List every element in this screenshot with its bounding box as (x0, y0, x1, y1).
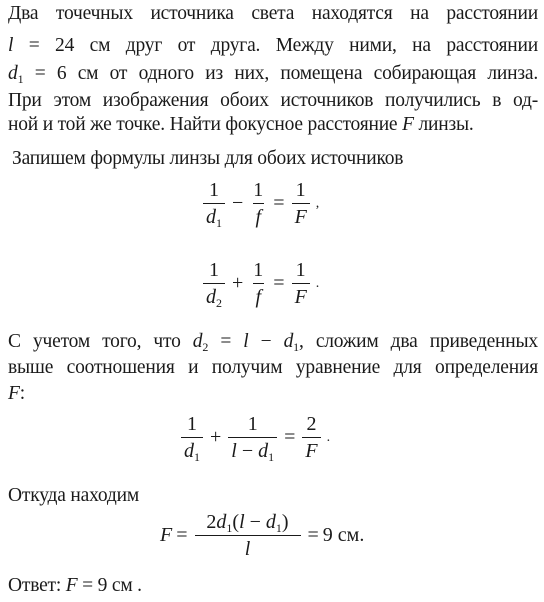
result-value: 9 см. (322, 524, 365, 546)
solution-intro: Запишем формулы линзы для обоих источников (12, 148, 404, 169)
lens-equation-2: $\frac{1}{d_2}$ + $\frac{1}{f}$ = $\frac{1}{F}$ . (200, 258, 319, 309)
problem-line-3: $d_1 = 6$ см от одного из них, помещена собирающая линза. (8, 63, 538, 86)
fraction-1-over-F: $\frac{1}{F}$ (292, 258, 310, 309)
fraction-2-over-F: $\frac{2}{F}$ (302, 412, 320, 463)
problem-line-4: При этом изображения обоих источников получились в од- (8, 90, 538, 111)
solution-text-1: С учетом того, что $d_2 = l - d_1$, сложим два приведенных (8, 331, 538, 354)
fraction-1-over-d1: $\frac{1}{d_1}$ (181, 412, 203, 463)
fraction-focal-length: $\frac{2d_1(l - d_1)}{l}$ (195, 510, 301, 561)
problem-line-1: Два точечных источника света находятся на расстоянии (8, 3, 538, 24)
fraction-1-over-f: $\frac{1}{f}$ (253, 179, 264, 228)
solution-text-2: выше соотношения и получим уравнение для определения (8, 357, 538, 378)
combined-equation: $\frac{1}{d_1}$ + $\frac{1}{l - d_1}$ = $\frac{2}{F}$ . (178, 412, 330, 463)
solution-text-3: F: (8, 383, 25, 404)
focal-length-equation: F = $\frac{2d_1(l - d_1)}{l}$ = 9 см. (160, 511, 365, 560)
fraction-1-over-f: $\frac{1}{f}$ (253, 259, 264, 308)
whence-text: Откуда находим (8, 485, 139, 506)
fraction-1-over-d2: $\frac{1}{d_2}$ (203, 258, 225, 309)
answer-line: Ответ: F = 9 см . (8, 575, 142, 596)
problem-line-2: l = 24 см друг от друга. Между ними, на расстоянии (8, 35, 538, 56)
fraction-1-over-F: $\frac{1}{F}$ (292, 178, 310, 229)
problem-line-5: ной и той же точке. Найти фокусное расстояние F линзы. (8, 114, 474, 135)
fraction-1-over-l-minus-d1: $\frac{1}{l - d_1}$ (228, 412, 277, 463)
lens-equation-1: $\frac{1}{d_1}$ − $\frac{1}{f}$ = $\frac{1}{F}$ , (200, 178, 319, 229)
fraction-1-over-d1: $\frac{1}{d_1}$ (203, 178, 225, 229)
